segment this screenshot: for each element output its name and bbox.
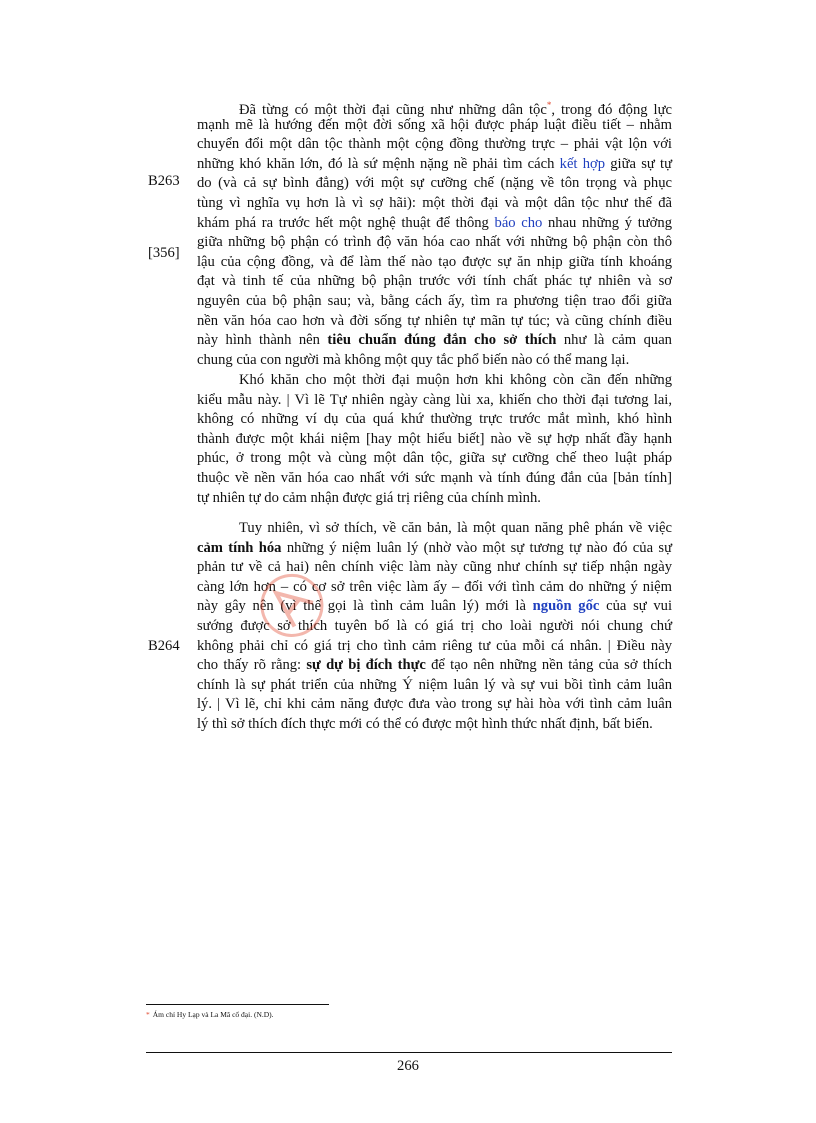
text-line: đạt và tinh tế của những bộ phận trước với tính chất phác tự nhiên và sơ xyxy=(197,273,672,290)
text-line: thành được một khái niệm [hay một hiểu biết] nào về sự hợp nhất đầy hạnh xyxy=(197,430,672,447)
text-line: chính là sự phát triển của những Ý niệm luân lý và sự vui bồi tình cảm luân xyxy=(197,676,672,693)
margin-ref-b264: B264 xyxy=(148,638,180,654)
paragraph-3 xyxy=(197,519,672,735)
text-line: không phải chỉ có giá trị cho tình cảm riêng tư của mỗi cá nhân. | Điều này xyxy=(197,637,672,654)
text-line: những khó khăn lớn, đó là sứ mệnh nặng nề phải tìm cách kết hợp giữa sự tự xyxy=(197,155,672,172)
link-nguon-goc[interactable]: nguồn gốc xyxy=(532,598,600,615)
text-line: phúc, ở trong một và cùng một dân tộc, giữa sự cưỡng chế theo luật pháp xyxy=(197,450,672,467)
text-line: cảm tính hóa những ý niệm luân lý (nhờ vào một sự tương tự nào đó của sự xyxy=(197,539,672,556)
text-line: cho thấy rõ rằng: sự dự bị đích thực để tạo nên những nền tảng của sở thích xyxy=(197,657,672,674)
text-line: không có những ví dụ của quá khứ thường trực trước mắt mình, khó hình xyxy=(197,411,672,428)
footnote-mark[interactable]: * xyxy=(546,100,552,110)
emphasis-text: sự dự bị đích thực xyxy=(306,657,426,674)
text-line: tự nhiên tự do cảm nhận được giá trị riêng của chính mình. xyxy=(197,489,541,506)
text-line: này hình thành nên tiêu chuẩn đúng đắn cho sở thích như là cảm quan xyxy=(197,332,672,349)
page-number: 266 xyxy=(397,1058,419,1074)
paragraph-1 xyxy=(197,96,672,370)
text-line: giữa những bộ phận có trình độ văn hóa cao nhất với những bộ phận còn thô xyxy=(197,234,672,251)
text-line: lý thì sở thích đích thực mới có thể có được một hình thức nhất định, bất biến. xyxy=(197,715,653,732)
emphasis-text: tiêu chuẩn đúng đắn cho sở thích xyxy=(327,332,557,349)
emphasis-text: cảm tính hóa xyxy=(197,539,282,556)
footnote-divider xyxy=(146,1004,329,1005)
text-line: khám phá ra trước hết một nghệ thuật để thông báo cho nhau những ý tưởng xyxy=(197,214,672,231)
text-line: nguyên của bộ phận sau; và, bằng cách ấy, tìm ra phương tiện trao đổi giữa xyxy=(197,292,672,309)
footnote-marker: * xyxy=(146,1010,150,1019)
text-line: càng lớn hơn – có cơ sở trên việc làm ấy – đối với tình cảm do những ý niệm xyxy=(197,578,672,595)
text-line: Tuy nhiên, vì sở thích, về căn bản, là một quan năng phê phán về việc xyxy=(239,520,672,536)
text-line: sướng được sở thích tuyên bố là có giá trị cho loài người nói chung chứ xyxy=(197,617,672,634)
paragraph-2 xyxy=(197,371,672,508)
footnote-text: Ám chỉ Hy Lạp và La Mã cổ đại. (N.D). xyxy=(152,1010,274,1019)
text-line: phản tư về cả hai) nên chính việc làm này cũng như chính sự tiếp nhận ngày xyxy=(197,559,672,576)
footer-divider xyxy=(146,1052,672,1053)
text-line: lý. | Vì lẽ, chỉ khi cảm năng được đưa vào trong sự hài hòa với tình cảm luân xyxy=(197,696,672,713)
text-line: Khó khăn cho một thời đại muộn hơn khi không còn cần đến những xyxy=(239,372,672,388)
margin-ref-b263: B263 xyxy=(148,173,180,189)
link-ket-hop[interactable]: kết hợp xyxy=(559,155,606,172)
text-line: chuyển đổi một dân tộc thành một cộng đồng thường trực – phải vật lộn với xyxy=(197,136,672,153)
text-line: Đã từng có một thời đại cũng như những dân tộc*, trong đó động lực xyxy=(239,100,672,118)
text-line: thuộc về nền văn hóa cao nhất với sức mạnh và tính đúng đắn của [bản tính] xyxy=(197,469,672,486)
text-line: mạnh mẽ là hướng đến một đời sống xã hội được pháp luật điều tiết – nhằm xyxy=(197,116,672,133)
text-line: tùng vì nghĩa vụ hơn là vì sợ hãi): một thời đại và một dân tộc như thế đã xyxy=(197,194,672,211)
text-line: nền văn hóa cao hơn và đời sống tự nhiên tự mãn tự túc; và cũng chính điều xyxy=(197,312,672,329)
footnote xyxy=(146,1010,274,1020)
text-line: chung của con người mà không một quy tắc phổ biến nào có thể mang lại. xyxy=(197,351,630,368)
text-line: lậu của cộng đồng, và để làm thế nào tạo được sự ăn nhịp giữa tính khoáng xyxy=(197,253,672,270)
link-bao-cho[interactable]: báo cho xyxy=(494,214,543,231)
text-line: kiểu mẫu này. | Vì lẽ Tự nhiên ngày càng lùi xa, khiến cho thời đại tương lai, xyxy=(197,391,672,408)
text-line: do (và cả sự bình đẳng) với một sự cưỡng chế (nặng về tôn trọng và phục xyxy=(197,175,672,192)
text-line: này gây nên (vì thế gọi là tình cảm luân lý) mới là nguồn gốc của sự vui xyxy=(197,598,673,615)
margin-ref-356: [356] xyxy=(148,245,180,261)
